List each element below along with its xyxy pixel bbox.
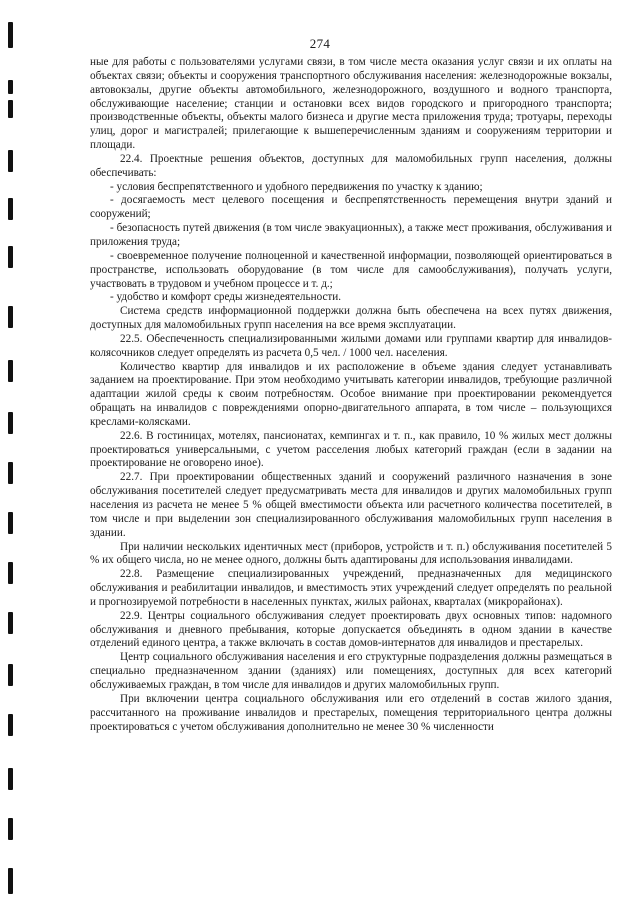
paragraph-22-6: 22.6. В гостиницах, мотелях, пансионатах, кемпингах и т. п., как правило, 10 % жилых мест должны проектироваться универсальными, с учетом расселения любых категорий граждан (если в задании на проектирование не оговорено иное). (90, 429, 612, 470)
list-item: - своевременное получение полноценной и качественной информации, позволяющей ориентироваться в пространстве, использовать оборудование (в том числе для самообслуживания), получать услуги, участвовать в трудовом и учебном процессе и т. д.; (90, 249, 612, 290)
paragraph-22-7: 22.7. При проектировании общественных зданий и сооружений различного назначения в зоне обслуживания посетителей следует предусматривать места для инвалидов и других маломобильных групп населения из расчета не менее 5 % общей вместимости объекта или расчетного количества посетителей, в том числе и при выделении зон специализированного обслуживания маломобильных групп населения в здании. (90, 471, 612, 539)
list-item: - безопасность путей движения (в том числе эвакуационных), а также мест проживания, обслуживания и приложения труда; (90, 222, 612, 248)
document-body (90, 56, 612, 734)
list-item: - удобство и комфорт среды жизнедеятельности. (110, 291, 342, 304)
paragraph-22-8: 22.8. Размещение специализированных учреждений, предназначенных для медицинского обслуживания и реабилитации инвалидов, и вместимость этих учреждений следует определять по реальной и прогнозируемой потребности в населенных пунктах, жилых районах, кварталах (микрорайонах). (90, 568, 612, 608)
paragraph: Система средств информационной поддержки должна быть обеспечена на всех путях движения, доступных для маломобильных групп населения на все время эксплуатации. (90, 305, 612, 332)
page-number: 274 (309, 36, 331, 51)
list-item: - досягаемость мест целевого посещения и беспрепятственность перемещения внутри зданий и сооружений; (90, 194, 612, 221)
paragraph-22-9: 22.9. Центры социального обслуживания следует проектировать двух основных типов: надомного обслуживания и дневного пребывания, которые допускается объединять в одном здании в качестве отделений единого центра, а также включать в состав домов-интернатов для инвалидов и престарелых. (90, 609, 612, 650)
list-item: - условия беспрепятственного и удобного передвижения по участку к зданию; (110, 180, 483, 193)
paragraph-22-4: 22.4. Проектные решения объектов, доступных для маломобильных групп населения, должны обеспечивать: (90, 152, 612, 179)
paragraph-22-5: 22.5. Обеспеченность специализированными жилыми домами или группами квартир для инвалидов-колясочников следует определять из расчета 0,5 чел. / 1000 чел. населения. (90, 332, 612, 359)
paragraph: Центр социального обслуживания населения и его структурные подразделения должны размещаться в специально предназначенном здании (зданиях) или помещениях, доступных для всех категорий обслуживаемых граждан, в том числе для инвалидов и других маломобильных групп. (90, 651, 612, 691)
scan-binding-marks (0, 0, 16, 905)
paragraph: Количество квартир для инвалидов и их расположение в объеме здания следует устанавливать заданием на проектирование. При этом необходимо учитывать категории инвалидов, требующие различной адаптации жилой среды к своим потребностям. Особое внимание при проектировании рекомендуется обращать на инвалидов с повреждениями опорно-двигательного аппарата, в том числе – пользующихся креслами-колясками. (90, 360, 612, 428)
paragraph: При наличии нескольких идентичных мест (приборов, устройств и т. п.) обслуживания посетителей 5 % их общего числа, но не менее одного, должны быть адаптированы для использования инвалидами. (90, 540, 612, 567)
paragraph-continuation: ные для работы с пользователями услугами связи, в том числе места оказания услуг связи и их оплаты на объектах связи; объекты и сооружения транспортного обслуживания населения: железнодорожные вокзалы, автовокзалы, другие объекты автомобильного, железнодорожного, воздушного и водного транспорта, обслуживающие население; станции и остановки всех видов городского и пригородного транспорта; производственные объекты, объекты малого бизнеса и другие места приложения труда; тротуары, переходы улиц, дорог и магистралей; прилегающие к вышеперечисленным зданиям и сооружениям территории и площади. (90, 56, 612, 152)
paragraph: При включении центра социального обслуживания или его отделений в состав жилого здания, рассчитанного на проживание инвалидов и престарелых, помещения территориального центра должны проектироваться с учетом обслуживания дополнительно не менее 30 % численности (90, 692, 612, 733)
